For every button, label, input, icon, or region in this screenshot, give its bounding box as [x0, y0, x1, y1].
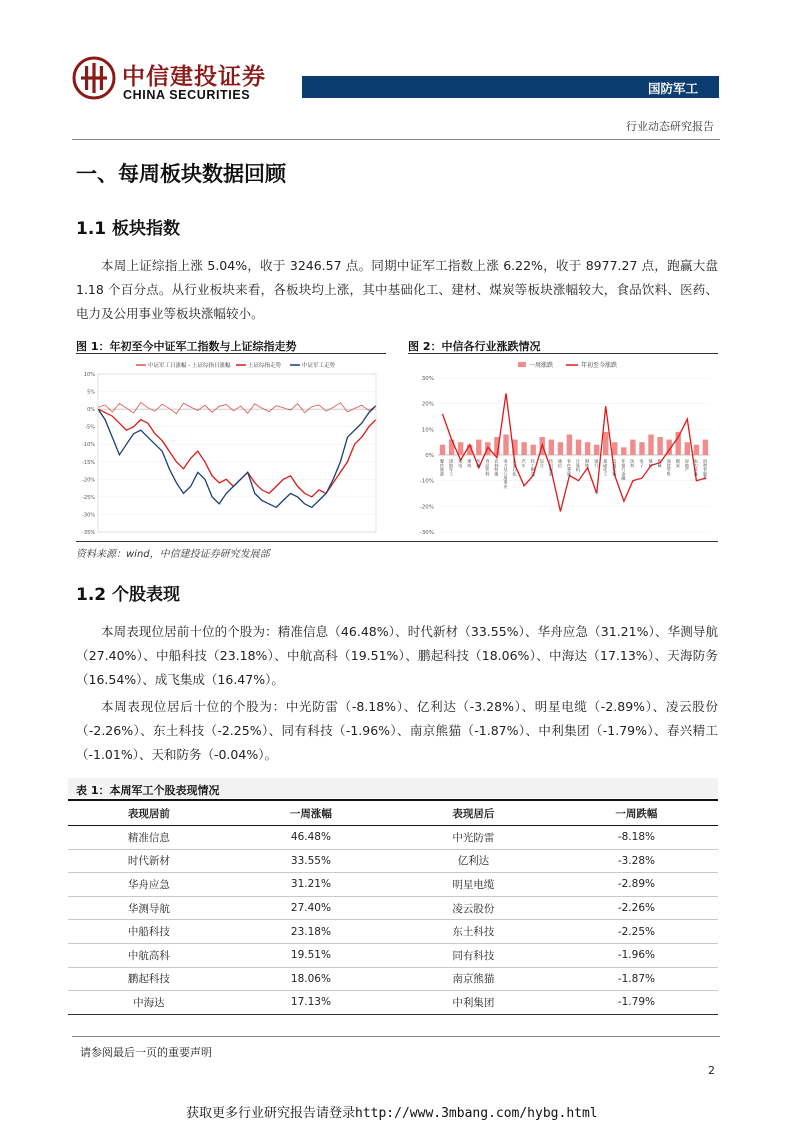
- figure2-bar: [594, 445, 599, 455]
- figure2-category-label: 消费者服务: [703, 459, 708, 480]
- bottom-stock: 凌云股份: [392, 896, 555, 920]
- bottom-stock-loss: -2.89%: [555, 873, 718, 897]
- bottom-stock: 南京熊猫: [392, 967, 555, 991]
- figure2-category-label: 房地产: [684, 459, 690, 472]
- figure2-category-label: 建筑: [467, 459, 473, 468]
- table-row: [68, 826, 718, 850]
- top-stock-gain: 19.51%: [230, 943, 392, 967]
- figure2-category-label: 汽车: [521, 459, 527, 468]
- top-stock: 中航高科: [68, 943, 230, 967]
- figure2-category-label: 食品饮料: [485, 459, 491, 476]
- download-link-note[interactable]: 获取更多行业研究报告请登录http://www.3mbang.com/hybg.html: [186, 1106, 598, 1121]
- table-header-row: [68, 800, 718, 826]
- bottom-stock: 亿利达: [392, 849, 555, 873]
- figure2-bar: [703, 440, 708, 455]
- bottom-stock: 东土科技: [392, 920, 555, 944]
- figure2-category-label: 交通运输: [612, 459, 618, 476]
- footer-divider: [72, 1036, 720, 1037]
- top-stock-gain: 27.40%: [230, 896, 392, 920]
- table1-caption: 表 1：本周军工个股表现情况: [76, 784, 220, 797]
- figure1-y-tick: -5%: [85, 424, 95, 431]
- figure2-category-label: 家电: [458, 459, 464, 468]
- bottom-stock: 中光防雷: [392, 826, 555, 850]
- figure2-bar: [458, 442, 463, 455]
- bottom-stock-loss: -2.25%: [555, 920, 718, 944]
- figure2-y-tick: 10%: [421, 427, 434, 434]
- sector-tag: 国防军工: [648, 81, 699, 96]
- figure2-bar: [476, 440, 481, 455]
- figure2-category-label: 机械: [657, 459, 663, 468]
- figure2-category-label: 国防军工: [449, 459, 455, 476]
- subsection-title-stocks: 1.2 个股表现: [76, 585, 181, 605]
- table-row: [68, 896, 718, 920]
- figure2-bar: [585, 442, 590, 455]
- table-row: [68, 991, 718, 1015]
- top-stock: 华测导航: [68, 896, 230, 920]
- top-stock-gain: 18.06%: [230, 967, 392, 991]
- top-stock-gain: 46.48%: [230, 826, 392, 850]
- figure2-category-label: 银行: [594, 459, 600, 468]
- company-logo: [72, 56, 116, 100]
- figure1-legend-2: 中证军工走势: [302, 363, 336, 369]
- top-stock: 中海达: [68, 991, 230, 1015]
- table-row: [68, 849, 718, 873]
- figure2-bar: [630, 440, 635, 455]
- bottom-stock-loss: -3.28%: [555, 849, 718, 873]
- figure2-bar: [621, 447, 626, 455]
- figure2-bar: [440, 445, 445, 455]
- figure2-bar: [657, 437, 662, 455]
- figure2-category-label: 餐饮旅游: [440, 459, 445, 476]
- figure2-category-label: 医药: [630, 459, 636, 468]
- figure1-y-tick: -25%: [82, 494, 95, 501]
- header-divider: [72, 139, 720, 140]
- figure2-chart: [408, 356, 718, 540]
- figure1-legend-1: 上证综指走势: [248, 363, 282, 369]
- figure2-category-label: 农林牧渔: [494, 459, 500, 476]
- figure2-bar: [639, 442, 644, 455]
- figure2-y-tick: -20%: [419, 504, 434, 511]
- figure2-category-label: 轻工制造: [530, 459, 536, 476]
- col-header-gain: 一周涨幅: [230, 800, 392, 826]
- stock-performance-table: [68, 799, 718, 1015]
- figure1-caption-rule: [76, 353, 386, 354]
- figure2-y-tick: -30%: [419, 530, 434, 536]
- section-title: 一、每周板块数据回顾: [76, 162, 286, 186]
- bottom-stock-loss: -2.26%: [555, 896, 718, 920]
- figure2-category-label: 钢铁: [585, 459, 591, 468]
- figure2-bar: [531, 445, 536, 455]
- subsection-title-index: 1.1 板块指数: [76, 219, 181, 239]
- table-row: [68, 943, 718, 967]
- index-summary-paragraph: 本周上证综指上涨 5.04%，收于 3246.57 点。同期中证军工指数上涨 6.22%，收于 8977.27 点，跑赢大盘 1.18 个百分点。从行业板块来看，各板块均上涨，其中基础化工、建材、煤炭等板块涨幅较大，食品饮料、医药、电力及公用事业等板块涨幅较小。: [76, 258, 718, 321]
- top-stock-gain: 17.13%: [230, 991, 392, 1015]
- figure2-bar: [603, 432, 608, 455]
- figure1-y-tick: -20%: [82, 477, 95, 484]
- top-stock: 时代新材: [68, 849, 230, 873]
- top-stock: 精准信息: [68, 826, 230, 850]
- col-header-loss: 一周跌幅: [555, 800, 718, 826]
- figure2-category-label: 基础化工: [603, 459, 609, 476]
- figure2-bar: [449, 440, 454, 455]
- col-header-top: 表现居前: [68, 800, 230, 826]
- figure1-y-tick: -10%: [82, 442, 95, 449]
- figures-bottom-rule: [76, 541, 718, 542]
- figure2-bar: [567, 435, 572, 456]
- disclaimer-note: 请参阅最后一页的重要声明: [80, 1046, 212, 1059]
- table-row: [68, 873, 718, 897]
- bottom-stock: 明星电缆: [392, 873, 555, 897]
- figure1-y-tick: -15%: [82, 459, 95, 466]
- col-header-bottom: 表现居后: [392, 800, 555, 826]
- figure2-bar: [576, 440, 581, 455]
- figure2-category-label: 电子: [639, 459, 645, 468]
- top-stock: 中船科技: [68, 920, 230, 944]
- figure2-category-label: 电力及公用事业: [503, 459, 509, 489]
- figure2-category-label: 传媒: [476, 459, 482, 468]
- figure1-y-tick: -35%: [82, 530, 95, 536]
- figure2-y-tick: 20%: [421, 401, 434, 408]
- figure2-caption-rule: [408, 353, 718, 354]
- source-note: 资料来源：wind，中信建投证券研究发展部: [76, 549, 270, 560]
- figure1-chart: [76, 356, 386, 540]
- figure1-caption: 图 1：年初至今中证军工指数与上证综指走势: [76, 340, 297, 353]
- figure2-y-tick: 30%: [421, 376, 434, 382]
- top-stock: 鹏起科技: [68, 967, 230, 991]
- figure2-category-label: 有色金属: [567, 459, 572, 476]
- figure2-category-label: 商贸零售: [666, 459, 672, 476]
- figure2-category-label: 非银行金融: [621, 459, 627, 480]
- top-stock-gain: 31.21%: [230, 873, 392, 897]
- figure2-category-label: 建材: [648, 459, 654, 468]
- bottom-stock: 中利集团: [392, 991, 555, 1015]
- top-stock-gain: 33.55%: [230, 849, 392, 873]
- figure2-bar: [685, 442, 690, 455]
- brand-name-en: CHINA SECURITIES: [123, 88, 251, 102]
- figure2-category-label: 煤炭: [675, 459, 681, 468]
- figure2-bar: [503, 435, 508, 456]
- figure1-y-tick: 0%: [87, 407, 95, 414]
- figure1-y-tick: 5%: [87, 389, 95, 396]
- bottom-stock-loss: -1.79%: [555, 991, 718, 1015]
- figure2-category-label: 综合: [539, 459, 545, 468]
- table-row: [68, 920, 718, 944]
- bottom-stock: 同有科技: [392, 943, 555, 967]
- figure2-bar: [648, 435, 653, 456]
- figure1-series-line: [98, 402, 376, 413]
- brand-name-cn: 中信建投证券: [122, 64, 266, 90]
- figure2-category-label: 石油石化: [512, 459, 518, 476]
- bottom-stock-loss: -1.87%: [555, 967, 718, 991]
- figure2-y-tick: -10%: [419, 478, 434, 485]
- figure2-bar: [694, 445, 699, 455]
- report-type: 行业动态研究报告: [626, 120, 714, 133]
- figure2-category-label: 电力设备: [693, 459, 699, 476]
- table-row: [68, 967, 718, 991]
- figure2-bar: [521, 442, 526, 455]
- figure1-y-tick: -30%: [82, 512, 95, 519]
- header: [0, 0, 793, 145]
- top-stock: 华舟应急: [68, 873, 230, 897]
- figure2-category-label: 通信: [557, 459, 563, 468]
- figure2-bar: [558, 442, 563, 455]
- figure2-legend-1: 年初至今涨跌: [581, 362, 618, 369]
- bottom-stocks-paragraph: 本周表现位居后十位的个股为：中光防雷（-8.18%）、亿利达（-3.28%）、明星电缆（-2.89%）、凌云股份（-2.26%）、东土科技（-2.25%）、同有科技（-1.96%）、南京熊猫（-1.87%）、中利集团（-1.79%）、春兴精工（-1.01%）、天和防务（-0.04%）。: [76, 699, 718, 762]
- figure2-bar: [676, 432, 681, 455]
- figure2-category-label: 纺织服装: [548, 459, 554, 476]
- figure2-category-label: 计算机: [576, 459, 581, 472]
- bottom-stock-loss: -1.96%: [555, 943, 718, 967]
- figure1-legend: [136, 361, 336, 369]
- figure2-bar: [612, 442, 617, 455]
- bottom-stock-loss: -8.18%: [555, 826, 718, 850]
- figure2-caption: 图 2：中信各行业涨跌情况: [408, 340, 541, 353]
- top-stocks-paragraph: 本周表现位居前十位的个股为：精准信息（46.48%）、时代新材（33.55%）、华舟应急（31.21%）、华测导航（27.40%）、中船科技（23.18%）、中航高科（19.51%）、鹏起科技（18.06%）、中海达（17.13%）、天海防务（16.54%）、成飞集成（16.47%）。: [76, 624, 718, 687]
- figure1-legend-0: 中证军工日涨幅 - 上证综指日涨幅: [148, 363, 231, 369]
- figure2-y-tick: 0%: [425, 453, 434, 459]
- figure2-legend-0: 一周涨跌: [529, 362, 554, 369]
- top-stock-gain: 23.18%: [230, 920, 392, 944]
- figure1-y-tick: 10%: [83, 372, 95, 378]
- page-number: 2: [708, 1064, 715, 1077]
- figure2-ytd-line: [443, 393, 706, 511]
- figure2-legend: [518, 361, 617, 369]
- figure2-bar: [549, 440, 554, 455]
